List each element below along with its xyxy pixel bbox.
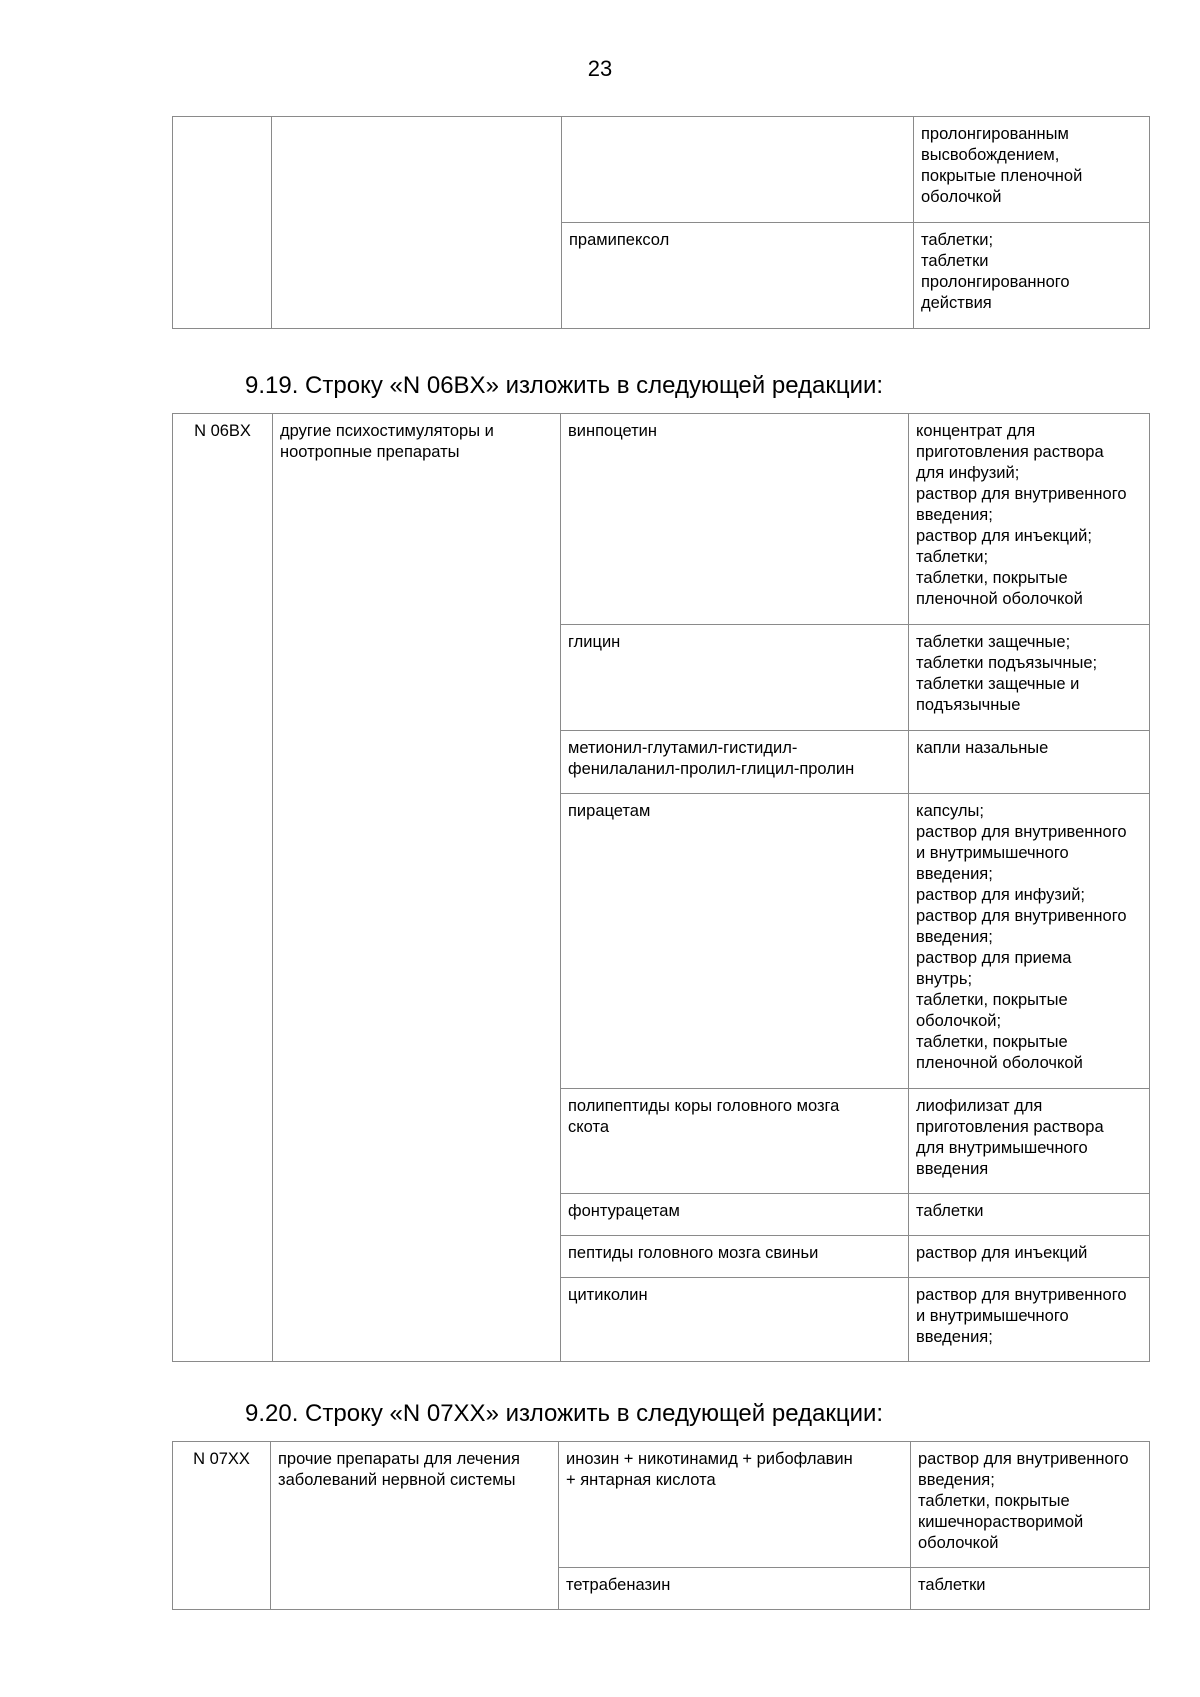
form-line: раствор для инъекций (916, 1244, 1088, 1262)
form-line: высвобождением, (921, 146, 1060, 164)
group-line: ноотропные препараты (280, 443, 460, 461)
form-line: таблетки, покрытые (916, 569, 1068, 587)
form-line: оболочкой (921, 188, 1002, 206)
form-line: введения; (916, 1328, 993, 1346)
form-cell (911, 1568, 1150, 1610)
form-line: пролонгированным (921, 125, 1069, 143)
form-line: таблетки защечные; (916, 633, 1071, 651)
form-line: для инфузий; (916, 464, 1020, 482)
form-line: приготовления раствора (916, 443, 1104, 461)
drug-table-n06bx (172, 413, 1150, 1362)
inn-cell (559, 1442, 911, 1568)
section-heading-9-20: 9.20. Строку «N 07XX» изложить в следующей редакции: (245, 1400, 884, 1427)
inn-cell (561, 414, 909, 625)
form-line: раствор для приема (916, 949, 1072, 967)
form-line: раствор для инфузий; (916, 886, 1086, 904)
form-line: внутрь; (916, 970, 973, 988)
form-line: раствор для внутривенного (916, 1286, 1127, 1304)
inn-line: фенилаланил-пролил-глицил-пролин (568, 760, 855, 778)
table-row (173, 1442, 1150, 1568)
form-line: капли назальные (916, 739, 1049, 757)
group-line: заболеваний нервной системы (278, 1471, 516, 1489)
inn-cell (562, 117, 914, 223)
form-line: введения; (916, 928, 993, 946)
form-line: лиофилизат для (916, 1097, 1043, 1115)
form-line: таблетки (918, 1576, 986, 1594)
form-line: оболочкой (918, 1534, 999, 1552)
form-line: раствор для внутривенного (916, 907, 1127, 925)
form-line: таблетки, покрытые (916, 991, 1068, 1009)
group-cell (271, 1442, 559, 1610)
form-cell (909, 731, 1150, 794)
form-line: введения; (918, 1471, 995, 1489)
form-line: таблетки защечные и (916, 675, 1080, 693)
inn-line: пирацетам (568, 802, 651, 820)
form-line: введения (916, 1160, 989, 1178)
inn-cell (561, 731, 909, 794)
form-cell (909, 414, 1150, 625)
form-line: для внутримышечного (916, 1139, 1088, 1157)
group-cell (272, 117, 562, 329)
form-line: таблетки; (921, 231, 994, 249)
inn-line: цитиколин (568, 1286, 648, 1304)
inn-cell (561, 1236, 909, 1278)
group-line: прочие препараты для лечения (278, 1450, 520, 1468)
inn-line: инозин + никотинамид + рибофлавин (566, 1450, 853, 1468)
form-cell (909, 1236, 1150, 1278)
table-row (173, 117, 1150, 223)
form-line: введения; (916, 865, 993, 883)
form-line: и внутримышечного (916, 844, 1069, 862)
form-line: раствор для внутривенного (916, 485, 1127, 503)
group-cell (273, 414, 561, 1362)
form-cell (909, 1089, 1150, 1194)
form-line: пленочной оболочкой (916, 1054, 1083, 1072)
form-line: раствор для инъекций; (916, 527, 1092, 545)
inn-line: тетрабеназин (566, 1576, 671, 1594)
form-cell (909, 794, 1150, 1089)
group-line: другие психостимуляторы и (280, 422, 494, 440)
form-line: таблетки, покрытые (916, 1033, 1068, 1051)
form-cell (909, 1194, 1150, 1236)
inn-line: прамипексол (569, 231, 670, 249)
form-line: покрытые пленочной (921, 167, 1083, 185)
form-line: оболочкой; (916, 1012, 1002, 1030)
inn-line: фонтурацетам (568, 1202, 680, 1220)
atc-code-cell: N 06BX (173, 414, 273, 1362)
atc-code-cell: N 07XX (173, 1442, 271, 1610)
inn-line: винпоцетин (568, 422, 657, 440)
form-line: введения; (916, 506, 993, 524)
drug-table-n07xx (172, 1441, 1150, 1610)
form-cell (914, 117, 1150, 223)
form-line: приготовления раствора (916, 1118, 1104, 1136)
inn-cell (561, 625, 909, 731)
form-line: подъязычные (916, 696, 1021, 714)
form-line: действия (921, 294, 992, 312)
inn-cell (561, 1194, 909, 1236)
inn-cell (562, 223, 914, 329)
form-cell (914, 223, 1150, 329)
form-line: концентрат для (916, 422, 1036, 440)
inn-cell (561, 794, 909, 1089)
inn-line: скота (568, 1118, 610, 1136)
form-line: таблетки; (916, 548, 989, 566)
form-line: таблетки подъязычные; (916, 654, 1098, 672)
inn-cell (559, 1568, 911, 1610)
form-cell (909, 1278, 1150, 1362)
form-line: пролонгированного (921, 273, 1070, 291)
form-line: пленочной оболочкой (916, 590, 1083, 608)
drug-table-continuation (172, 116, 1150, 329)
inn-line: + янтарная кислота (566, 1471, 716, 1489)
code-cell (173, 117, 272, 329)
page-number: 23 (587, 56, 613, 81)
inn-line: метионил-глутамил-гистидил- (568, 739, 798, 757)
inn-line: пептиды головного мозга свиньи (568, 1244, 819, 1262)
inn-cell (561, 1278, 909, 1362)
form-line: таблетки (916, 1202, 984, 1220)
form-line: кишечнорастворимой (918, 1513, 1084, 1531)
inn-line: полипептиды коры головного мозга (568, 1097, 840, 1115)
table-row (173, 414, 1150, 625)
form-cell (911, 1442, 1150, 1568)
form-line: раствор для внутривенного (918, 1450, 1129, 1468)
form-line: таблетки (921, 252, 989, 270)
form-line: раствор для внутривенного (916, 823, 1127, 841)
form-line: и внутримышечного (916, 1307, 1069, 1325)
section-heading-9-19: 9.19. Строку «N 06BX» изложить в следующей редакции: (245, 372, 884, 399)
form-cell (909, 625, 1150, 731)
form-line: капсулы; (916, 802, 984, 820)
inn-line: глицин (568, 633, 621, 651)
form-line: таблетки, покрытые (918, 1492, 1070, 1510)
inn-cell (561, 1089, 909, 1194)
